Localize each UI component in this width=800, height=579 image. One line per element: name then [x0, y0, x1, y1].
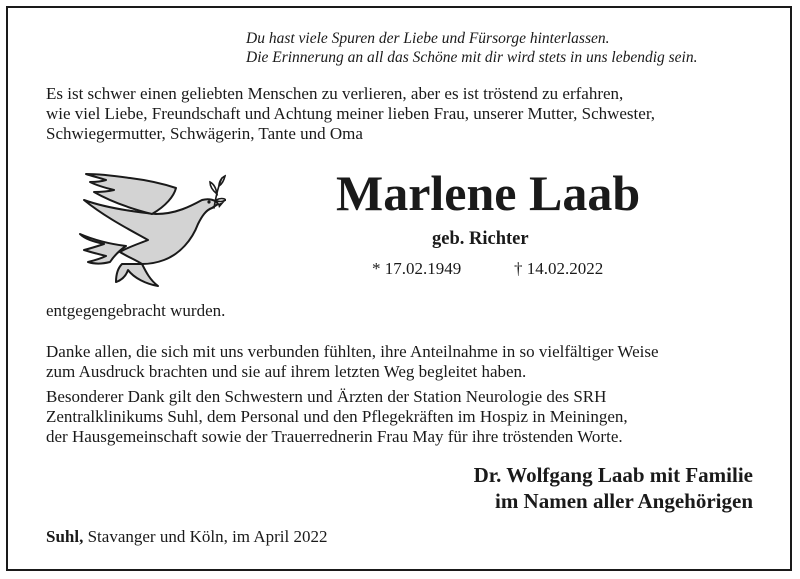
thanks-line: zum Ausdruck brachten und sie auf ihrem letzten Weg begleitet haben. — [46, 362, 527, 381]
signature-block — [474, 462, 753, 514]
place-rest: Stavanger und Köln, im April 2022 — [83, 527, 328, 546]
place-and-date — [46, 527, 327, 547]
deceased-name: Marlene Laab — [336, 165, 641, 221]
signer-line: im Namen aller Angehörigen — [494, 489, 753, 513]
place-city: Suhl, — [46, 527, 84, 546]
maiden-name: geb. Richter — [432, 229, 529, 249]
dove-icon — [76, 170, 226, 288]
thanks-line: Danke allen, die sich mit uns verbunden fühlten, ihre Anteilnahme in so vielfältiger Weise — [46, 342, 659, 361]
death-date: † 14.02.2022 — [514, 259, 604, 278]
intro-line: wie viel Liebe, Freundschaft und Achtung meiner lieben Frau, unserer Mutter, Schwester, — [46, 104, 656, 123]
intro-line: Schwiegermutter, Schwägerin, Tante und Oma — [46, 124, 363, 143]
thanks-paragraph — [46, 342, 659, 382]
intro-text — [46, 84, 655, 144]
special-thanks-line: Zentralklinikums Suhl, dem Personal und den Pflegekräften im Hospiz in Meiningen, — [46, 407, 628, 426]
intro-line: Es ist schwer einen geliebten Menschen zu verlieren, aber es ist tröstend zu erfahren, — [46, 84, 624, 103]
signer-line: Dr. Wolfgang Laab mit Familie — [473, 463, 753, 487]
birth-date: * 17.02.1949 — [372, 259, 462, 278]
motto-line: Du hast viele Spuren der Liebe und Fürsorge hinterlassen. — [246, 30, 610, 47]
special-thanks-line: der Hausgemeinschaft sowie der Trauerrednerin Frau May für ihre tröstenden Worte. — [46, 427, 623, 446]
motto-line: Die Erinnerung an all das Schöne mit dir wird stets in uns lebendig sein. — [246, 49, 698, 66]
motto-verse — [246, 29, 697, 67]
special-thanks-line: Besonderer Dank gilt den Schwestern und Ärzten der Station Neurologie des SRH — [46, 387, 607, 406]
special-thanks-paragraph — [46, 387, 628, 447]
paragraph-1: entgegengebracht wurden. — [46, 301, 226, 320]
